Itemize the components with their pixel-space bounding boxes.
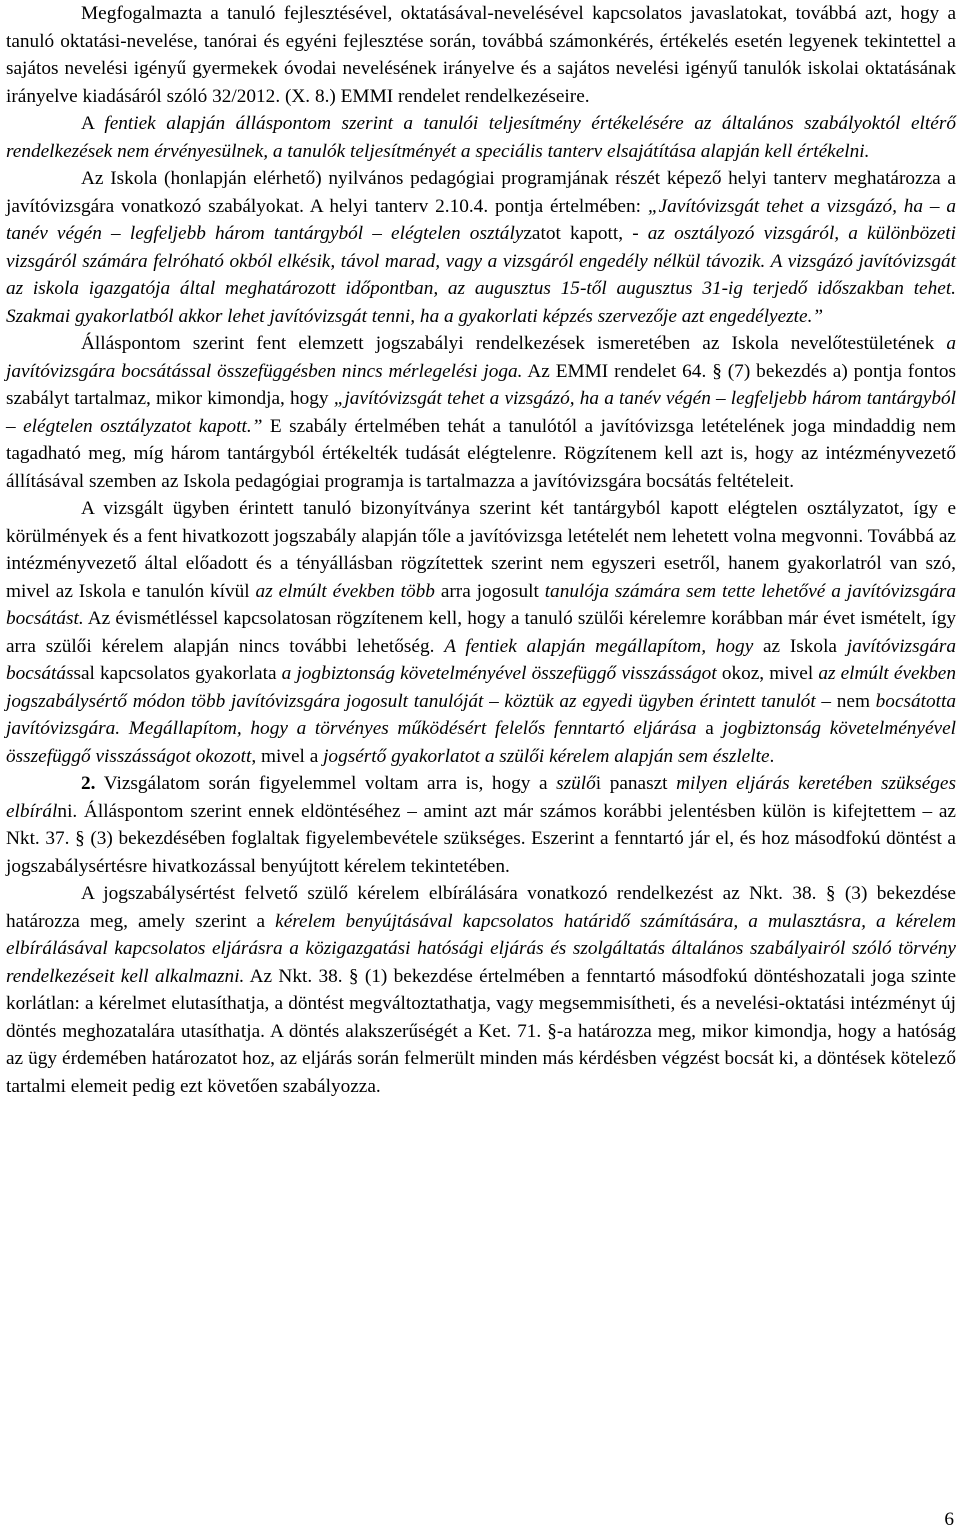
text-run: sal kapcsolatos gyakorlata [73,663,282,684]
text-run: az osztályozó vizsgáról, a különbözeti vizsgáról számára felróható okból elkésik, távol marad, vagy a vizsgáról engedély nélkül távozik. A vizsgázó javítóvizsgát az iskola igazgatója által meghatározott időpontban, az augusztus 15-től augusztus 31-ig terjedő időszakban tehet. Szakmai gyakorlatból akkor lehet javítóvizsgát tenni, ha a gyakorlati képzés szervezője azt engedélyezte.” [6,223,956,327]
text-run: Az Nkt. 38. § (1) bekezdése értelmében a fenntartó másodfokú döntéshozatali joga szinte korlátlan: a kérelmet elutasíthatja, a döntést megváltoztathatja, vagy megsemmisítheti, és a nevelési-oktatási intézményt új döntés meghozatalára utasíthatja. A döntés alakszerűségét a Ket. 71. §-a határozza meg, mikor kimondja, hogy a hatóság az ügy érdemében határozatot hoz, az eljárás során felmerült minden más kérdésben végzést bocsát ki, a döntések kötelező tartalmi elemeit pedig ezt követően szabályozza. [6,965,957,1097]
text-run: Vizsgálatom során figyelemmel voltam arra is, hogy a [95,773,557,794]
text-run: Megfogalmazta a tanuló fejlesztésével, oktatásával-nevelésével kapcsolatos javaslatokat, továbbá azt, hogy a tanuló oktatási-nevelése, tanórai és egyéni fejlesztése során, továbbá számonkérés, értékelés esetén legyenek tekintettel a sajátos nevelési igényű gyermekek óvodai nevelésének irányelve és a sajátos nevelési igényű tanulók iskolai oktatásának irányelve kiadásáról szóló 32/2012. (X. 8.) EMMI rendelet rendelkezéseire. [6,3,956,107]
text-run: a [696,718,723,739]
text-run: kérelem benyújtásával kapcsolatos határidő számítására, a mulasztásra, a kérelem elbírálásával kapcsolatos eljárásra a közigazgatási hatósági eljárás és szolgáltatás általános szabályairól szóló törvény rendelkezéseit kell alkalmazni. [6,910,957,987]
text-run: Az évismétléssel kapcsolatosan rögzítenem kell, hogy a tanuló szülői kérelemre korábban már évet ismételt, így arra szülői kérelem alapján nincs további lehetőség. [6,608,956,657]
paragraph-6 [6,770,956,880]
text-run: szülő [556,773,596,794]
text-run: javítóvizsgára bocsátás [6,635,956,684]
text-run: A jogszabálysértést felvető szülő kérelem elbírálására vonatkozó rendelkezést az Nkt. 38. § (3) bekezdése határozza meg, amely szerint a [6,883,956,932]
paragraph-5 [6,495,956,770]
text-run: „javítóvizsgát tehet a vizsgázó, ha a tanév végén – legfeljebb három tantárgyból – elégtelen osztályzatot kapott.” [6,388,956,437]
text-run: az elmúlt években jogszabálysértő módon több javítóvizsgára jogosult tanulóját – köztük az egyedi ügyben érintett tanulót – [6,663,956,712]
text-run: A [81,113,105,134]
text-run: ni. Álláspontom szerint ennek eldöntéséhez – amint azt már számos korábbi jelentésben külön is kifejtettem – az Nkt. 37. § (3) bekezdésében foglaltak figyelembevétele szükséges. Eszerint a fenntartó jár el, és hoz másodfokú döntést a jogszabálysértésre hivatkozással benyújtott kérelem tekintetében. [6,800,956,877]
paragraph-4 [6,330,956,495]
text-run: bocsátotta javítóvizsgára. Megállapítom, hogy a törvényes működésért felelős fenntartó eljárása [6,690,956,739]
text-run: Álláspontom szerint fent elemzett jogszabályi rendelkezések ismeretében az Iskola nevelőtestületének [81,333,947,354]
text-run: a javítóvizsgára bocsátással összefüggésben nincs mérlegelési joga. [6,333,956,382]
text-run: „Javítóvizsgát tehet a vizsgázó, ha – a tanév végén – legfeljebb három tantárgyból – elégtelen osztály [6,195,956,244]
paragraph-1 [6,0,956,110]
text-run: a jogbiztonság követelményével összefüggő visszásságot [281,663,717,684]
text-run: fentiek alapján álláspontom szerint a tanulói teljesítmény értékelésére az általános szabályoktól eltérő rendelkezések nem érvényesülnek, a tanulók teljesítményét a speciális tanterv elsajátítása alapján kell értékelni. [6,113,956,162]
text-run: milyen eljárás keretében szükséges elbírál [6,773,956,822]
text-run: jogsértő gyakorlatot a szülői kérelem alapján sem észlelte [323,745,770,767]
paragraph-3 [6,165,956,330]
text-run: Az Iskola (honlapján elérhető) nyilvános pedagógiai programjának részét képező helyi tanterv meghatározza a javítóvizsgára vonatkozó szabályokat. A helyi tanterv 2.10.4. pontja értelmében: [6,168,956,217]
page-number: 6 [944,1509,954,1530]
text-run: zatot kapott, - [523,223,648,244]
text-run: A vizsgált ügyben érintett tanuló bizonyítványa szerint két tantárgyból kapott elégtelen osztályzatot, így e körülmények és a fent hivatkozott jogszabály alapján tőle a javítóvizsga letételét nem lehetett volna megvonni. Továbbá az intézményvezető által előadott és a tényállásban rögzítettek szerint nem egyszeri esetről, hanem gyakorlatról van szó, mivel az Iskola e tanulón kívül [6,498,956,602]
text-run: az Iskola [753,635,847,657]
text-run: tanulója számára sem tette lehetővé a javítóvizsgára bocsátást. [6,580,956,629]
text-run: jogbiztonság követelményével összefüggő visszásságot okozott [6,718,957,767]
text-run: i panaszt [595,773,677,794]
text-run: az elmúlt években több [255,580,435,602]
document-page [6,0,956,1100]
text-run: arra jogosult [434,580,545,602]
paragraph-2 [6,110,956,165]
text-run: okoz, mivel [716,663,819,684]
text-run: , mivel a [251,745,324,767]
text-run: A fentiek alapján megállapítom, hogy [444,635,754,657]
text-run: Az EMMI rendelet 64. § (7) bekezdés a) pontja fontos szabályt tartalmaz, mikor kimondja, hogy [6,360,956,409]
text-run: . [769,745,775,767]
text-run: nem [831,690,876,712]
text-run: E szabály értelmében tehát a tanulótól a javítóvizsga letételének joga mindaddig nem tagadható meg, míg három tantárgyból értékelték tudását elégtelenre. Rögzítenem kell azt is, hogy az intézményvezető állításával szemben az Iskola pedagógiai programja is tartalmazza a javítóvizsgára bocsátás feltételeit. [6,415,956,492]
text-run: 2. [81,773,96,794]
paragraph-7 [6,880,956,1100]
